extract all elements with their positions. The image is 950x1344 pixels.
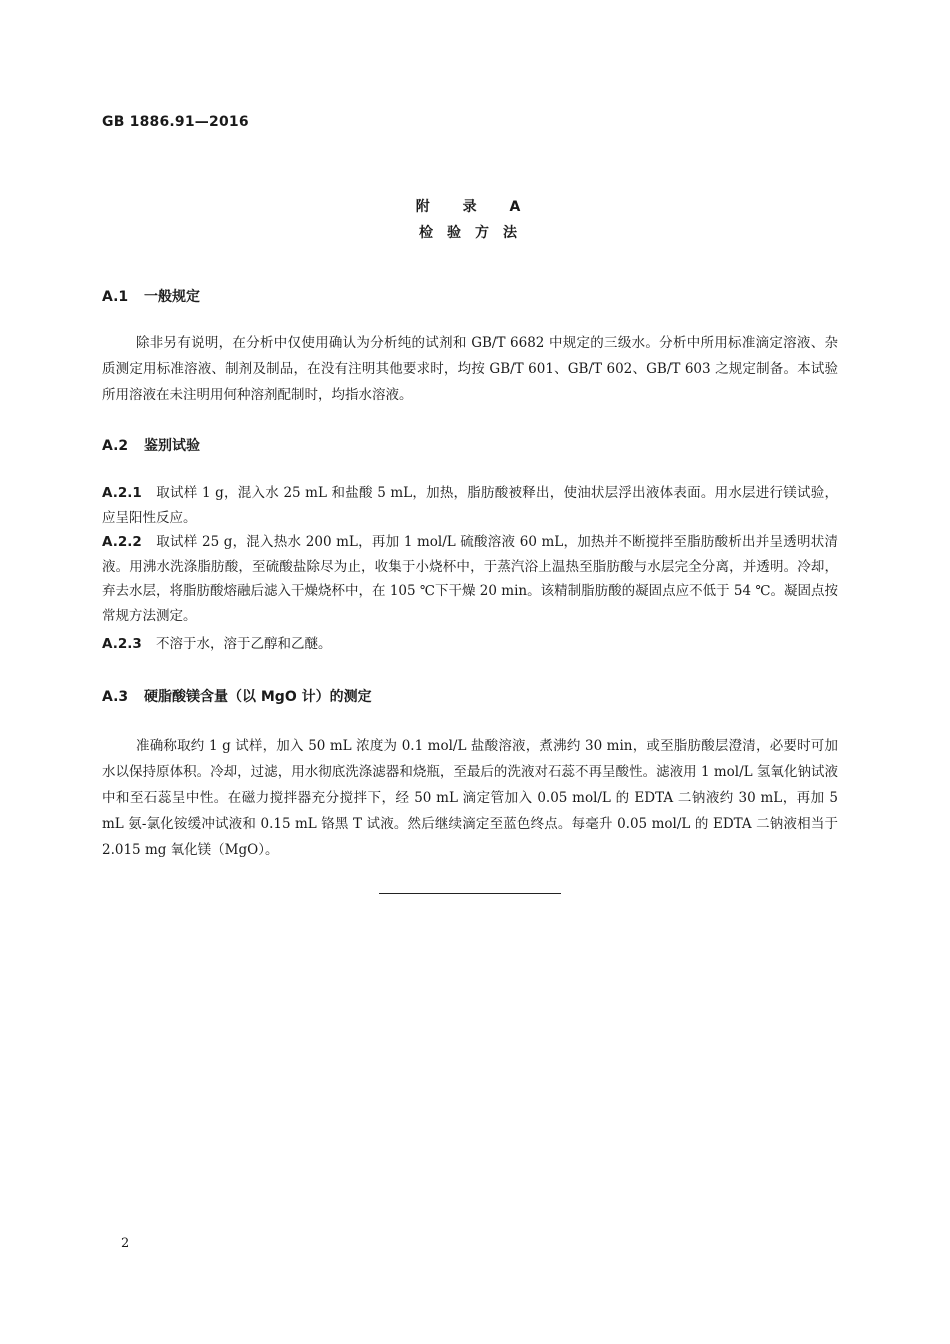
clause-number: A.2.2 bbox=[102, 534, 142, 550]
section-number: A.1 bbox=[102, 289, 129, 305]
section-a2-heading bbox=[102, 435, 200, 455]
clause-number: A.2.1 bbox=[102, 485, 142, 501]
standard-id: GB 1886.91—2016 bbox=[102, 114, 249, 130]
appendix-label: 附 录 A bbox=[415, 199, 535, 215]
section-a1-heading bbox=[102, 286, 200, 306]
section-title: 鉴别试验 bbox=[144, 438, 200, 454]
page-number: 2 bbox=[121, 1236, 130, 1251]
clause-text: 不溶于水，溶于乙醇和乙醚。 bbox=[156, 636, 332, 652]
appendix-title: 检验方法 bbox=[419, 225, 531, 241]
clause-text: 取试样 1 g，混入水 25 mL 和盐酸 5 mL，加热，脂肪酸被释出，使油状层浮出液体表面。用水层进行镁试验，应呈阳性反应。 bbox=[102, 485, 838, 526]
section-number: A.3 bbox=[102, 689, 129, 705]
clause-text: 取试样 25 g，混入热水 200 mL，再加 1 mol/L 硫酸溶液 60 mL，加热并不断搅拌至脂肪酸析出并呈透明状清液。用沸水洗涤脂肪酸，至硫酸盐除尽为止，收集于小烧杯中，于蒸汽浴上温热至脂肪酸与水层完全分离，并透明。冷却，弃去水层，将脂肪酸熔融后滤入干燥烧杯中，在 105 ℃下干燥 20 min。该精制脂肪酸的凝固点应不低于 54 ℃。凝固点按常规方法测定。 bbox=[102, 534, 838, 624]
section-title: 一般规定 bbox=[144, 289, 200, 305]
section-a3-heading bbox=[102, 686, 372, 706]
clause-a2-3 bbox=[102, 632, 838, 657]
section-number: A.2 bbox=[102, 438, 129, 454]
section-a3-paragraph: 准确称取约 1 g 试样，加入 50 mL 浓度为 0.1 mol/L 盐酸溶液，煮沸约 30 min，或至脂肪酸层澄清，必要时可加水以保持原体积。冷却，过滤，用水彻底洗涤滤器和烧瓶，至最后的洗液对石蕊不再呈酸性。滤液用 1 mol/L 氢氧化钠试液中和至石蕊呈中性。在磁力搅拌器充分搅拌下，经 50 mL 滴定管加入 0.05 mol/L 的 EDTA 二钠液约 30 mL，再加 5 mL 氨-氯化铵缓冲试液和 0.15 mL 铬黑 T 试液。然后继续滴定至蓝色终点。每毫升 0.05 mol/L 的 EDTA 二钠液相当于 2.015 mg 氧化镁（MgO）。 bbox=[102, 738, 838, 858]
section-title: 硬脂酸镁含量（以 MgO 计）的测定 bbox=[144, 689, 372, 705]
clause-a2-2 bbox=[102, 530, 838, 628]
end-rule bbox=[379, 893, 561, 894]
clause-a2-1 bbox=[102, 481, 838, 530]
clause-number: A.2.3 bbox=[102, 636, 142, 652]
section-a1-paragraph: 除非另有说明，在分析中仅使用确认为分析纯的试剂和 GB/T 6682 中规定的三级水。分析中所用标准滴定溶液、杂质测定用标准溶液、制剂及制品，在没有注明其他要求时，均按 GB/T 601、GB/T 602、GB/T 603 之规定制备。本试验所用溶液在未注明用何种溶剂配制时，均指水溶液。 bbox=[102, 335, 838, 403]
